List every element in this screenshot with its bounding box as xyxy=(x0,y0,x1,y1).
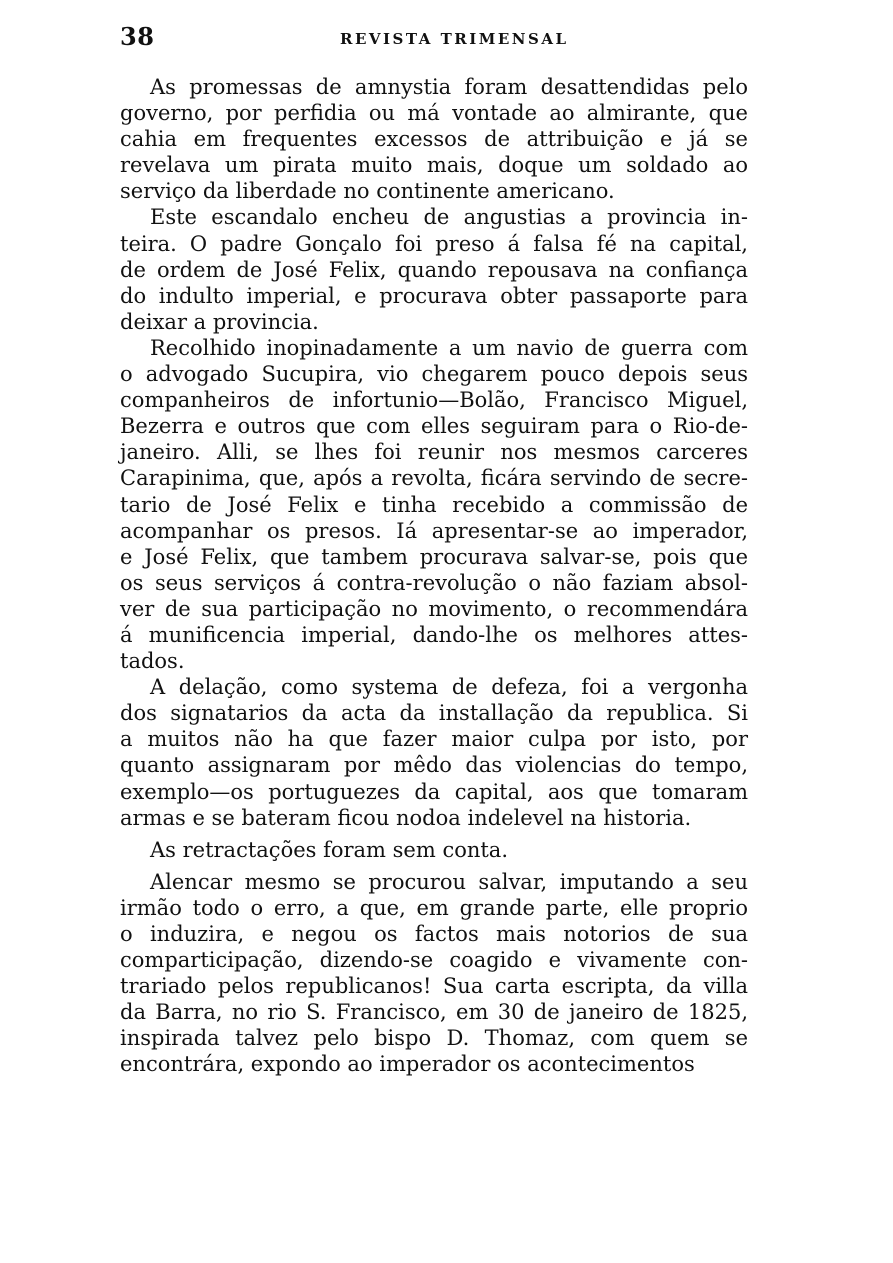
text-line: comparticipação, dizendo-se coagido e vivamente con- xyxy=(120,948,748,973)
text-line: do indulto imperial, e procurava obter passaporte para xyxy=(120,283,748,308)
text-line: A delação, como systema de defeza, foi a vergonha xyxy=(150,675,748,700)
paragraph-6 xyxy=(120,869,748,1078)
text-line: exemplo—os portuguezes da capital, aos que tomaram xyxy=(120,779,748,804)
paragraph-4 xyxy=(120,674,748,831)
text-line: a muitos não ha que fazer maior culpa por isto, por xyxy=(120,727,748,752)
page-header xyxy=(120,22,760,54)
paragraph-2 xyxy=(120,204,748,334)
text-line: deixar a provincia. xyxy=(120,309,319,334)
text-line: serviço da liberdade no continente americano. xyxy=(120,179,615,204)
text-line: inspirada talvez pelo bispo D. Thomaz, com quem se xyxy=(120,1026,748,1051)
text-line: revelava um pirata muito mais, doque um soldado ao xyxy=(120,153,748,178)
body-text xyxy=(120,74,748,1078)
text-line: Este escandalo encheu de angustias a provincia in- xyxy=(150,205,748,230)
text-line: o induzira, e negou os factos mais notorios de sua xyxy=(120,922,748,946)
text-line: encontrára, expondo ao imperador os acontecimentos xyxy=(120,1052,695,1077)
text-line: ver de sua participação no movimento, o recommendára xyxy=(120,596,748,621)
text-line: As promessas de amnystia foram desattendidas pelo xyxy=(150,75,748,99)
text-line: da Barra, no rio S. Francisco, em 30 de janeiro de 1825, xyxy=(120,1000,748,1025)
text-line: tario de José Felix e tinha recebido a commissão de xyxy=(120,492,748,517)
page-number: 38 xyxy=(120,22,155,51)
text-line: de ordem de José Felix, quando repousava na confiança xyxy=(120,257,748,282)
running-title: REVISTA TRIMENSAL xyxy=(340,30,569,48)
text-line: Recolhido inopinadamente a um navio de guerra com xyxy=(150,335,748,360)
text-line: acompanhar os presos. Iá apresentar-se ao imperador, xyxy=(120,518,748,543)
paragraph-5 xyxy=(120,837,748,863)
text-line: irmão todo o erro, a que, em grande parte, elle proprio xyxy=(120,895,748,920)
text-line: Alencar mesmo se procurou salvar, imputando a seu xyxy=(150,869,748,894)
text-line: As retractações foram sem conta. xyxy=(150,837,509,862)
text-line: quanto assignaram por mêdo das violencias do tempo, xyxy=(120,753,748,778)
text-line: tados. xyxy=(120,649,185,674)
paragraph-1 xyxy=(120,74,748,204)
text-line: o advogado Sucupira, vio chegarem pouco depois seus xyxy=(120,362,748,387)
text-line: e José Felix, que tambem procurava salvar-se, pois que xyxy=(120,544,748,569)
text-line: Carapinima, que, após a revolta, ficára servindo de secre- xyxy=(120,466,748,491)
text-line: janeiro. Alli, se lhes foi reunir nos mesmos carceres xyxy=(120,440,748,465)
text-line: Bezerra e outros que com elles seguiram para o Rio-de- xyxy=(120,414,748,439)
text-line: á munificencia imperial, dando-lhe os melhores attes- xyxy=(120,622,748,647)
paragraph-3 xyxy=(120,335,748,674)
text-line: companheiros de infortunio—Bolão, Francisco Miguel, xyxy=(120,388,748,413)
text-line: cahia em frequentes excessos de attribuição e já se xyxy=(120,127,748,152)
text-line: trariado pelos republicanos! Sua carta escripta, da villa xyxy=(120,974,748,999)
text-line: armas e se bateram ficou nodoa indelevel na historia. xyxy=(120,805,692,830)
text-line: dos signatarios da acta da installação da republica. Si xyxy=(120,701,748,726)
text-line: teira. O padre Gonçalo foi preso á falsa fé na capital, xyxy=(120,231,748,256)
text-line: os seus serviços á contra-revolução o não faziam absol- xyxy=(120,570,748,595)
text-line: governo, por perfidia ou má vontade ao almirante, que xyxy=(120,101,748,126)
